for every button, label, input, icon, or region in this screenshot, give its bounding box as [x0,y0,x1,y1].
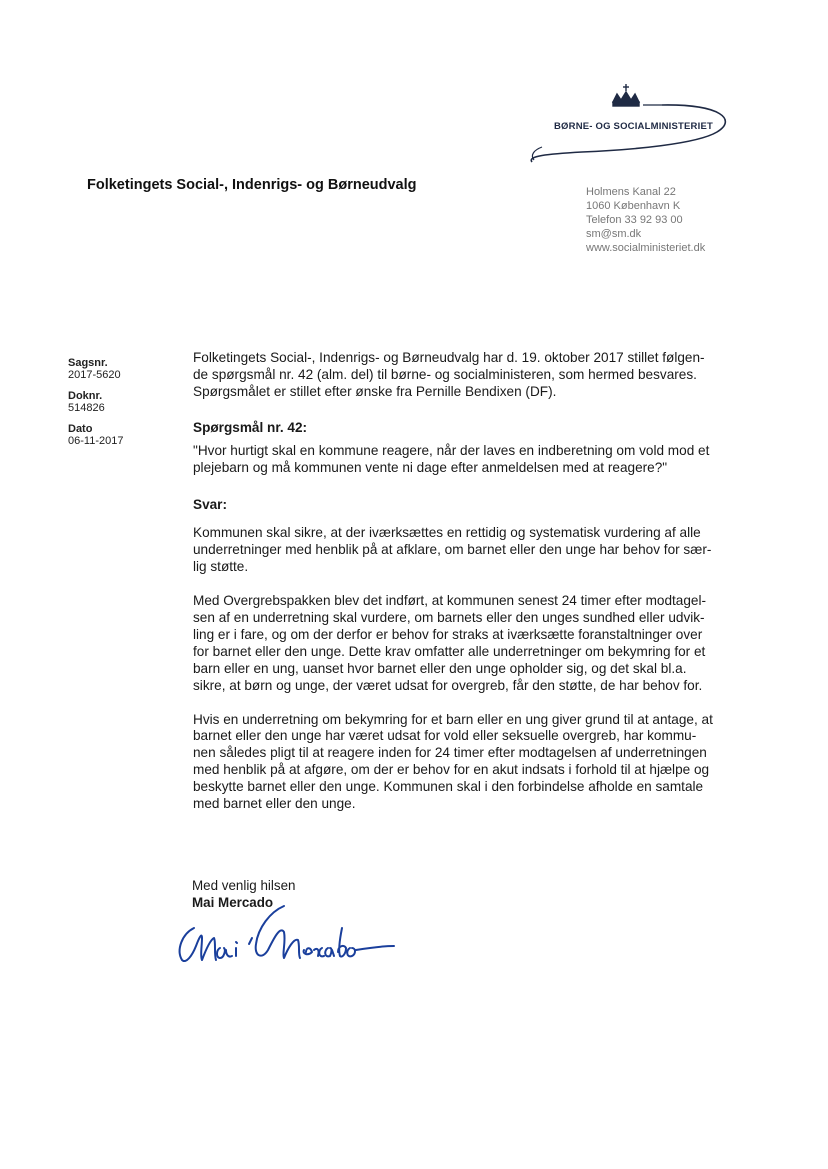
answer-paragraph-1 [193,525,733,576]
doknr-label: Doknr. [68,390,103,402]
ministry-logo [522,80,737,170]
question-paragraph [193,443,733,477]
handwritten-signature [172,898,398,970]
signature-icon [172,898,398,970]
question-line: "Hvor hurtigt skal en kommune reagere, når der laves en indberetning om vold mod et [193,442,710,458]
intro-line: de spørgsmål nr. 42 (alm. del) til børne- og socialministeren, som hermed besvares. [193,366,697,382]
closing-greeting: Med venlig hilsen [192,878,296,893]
sagsnr-label: Sagsnr. [68,357,108,369]
address-block [586,185,705,255]
answer-line: Med Overgrebspakken blev det indført, at kommunen senest 24 timer efter modtagel- [193,593,707,609]
answer-paragraph-3 [193,712,733,813]
ministry-name: BØRNE- OG SOCIALMINISTERIET [554,121,713,132]
case-meta [68,357,123,456]
answer-line: barnet eller den unge har været udsat for vold eller seksuelle overgreb, har kommu- [193,728,697,744]
answer-line: sen af en underretning skal vurdere, om barnets eller den unges sundhed eller udvik- [193,609,705,625]
answer-line: beskytte barnet eller den unge. Kommunen skal i den forbindelse afholde en samtale [193,779,704,795]
question-line: plejebarn og må kommunen vente ni dage efter anmeldelsen med at reagere?" [193,459,668,475]
answer-line: sikre, at børn og unge, der været udsat for overgreb, får den støtte, de har behov for. [193,677,703,693]
answer-paragraph-2 [193,593,733,694]
answer-heading: Svar: [193,497,228,513]
recipient-heading: Folketingets Social-, Indenrigs- og Børneudvalg [87,177,417,193]
answer-line: ling er i fare, og om der derfor er behov for straks at iværksætte foranstaltninger over [193,626,703,642]
intro-line: Spørgsmålet er stillet efter ønske fra Pernille Bendixen (DF). [193,383,557,399]
answer-line: underretninger med henblik på at afklare, om barnet eller den unge har behov for sær- [193,542,712,558]
answer-line: lig støtte. [193,559,249,575]
intro-line: Folketingets Social-, Indenrigs- og Børneudvalg har d. 19. oktober 2017 stillet følgen- [193,350,705,365]
sagsnr-value: 2017-5620 [68,369,121,381]
address-email[interactable]: sm@sm.dk [586,228,642,240]
answer-line: Hvis en underretning om bekymring for et barn eller en ung giver grund til at antage, at [193,711,713,727]
answer-line: barn eller en ung, uanset hvor barnet eller den unge opholder sig, og det skal bl.a. [193,660,687,676]
address-city: 1060 København K [586,200,681,212]
question-heading: Spørgsmål nr. 42: [193,419,308,435]
dato-value: 06-11-2017 [68,435,124,447]
address-street: Holmens Kanal 22 [586,186,676,198]
address-phone: Telefon 33 92 93 00 [586,214,683,226]
answer-line: med barnet eller den unge. [193,796,356,812]
doknr-value: 514826 [68,402,105,414]
address-website[interactable]: www.socialministeriet.dk [586,242,706,254]
answer-line: nen således pligt til at reagere inden for 24 timer efter modtagelsen af underretningen [193,745,707,761]
signatory-name: Mai Mercado [192,895,274,910]
letter-body [193,350,733,813]
answer-line: for barnet eller den unge. Dette krav omfatter alle underretninger om bekymring for et [193,643,706,659]
intro-paragraph [193,350,733,401]
answer-line: Kommunen skal sikre, at der iværksættes en rettidig og systematisk vurdering af alle [193,525,701,541]
answer-line: med henblik på at afgøre, om der er behov for en akut indsats i forhold til at hjælpe og [193,762,710,778]
dato-label: Dato [68,423,93,435]
